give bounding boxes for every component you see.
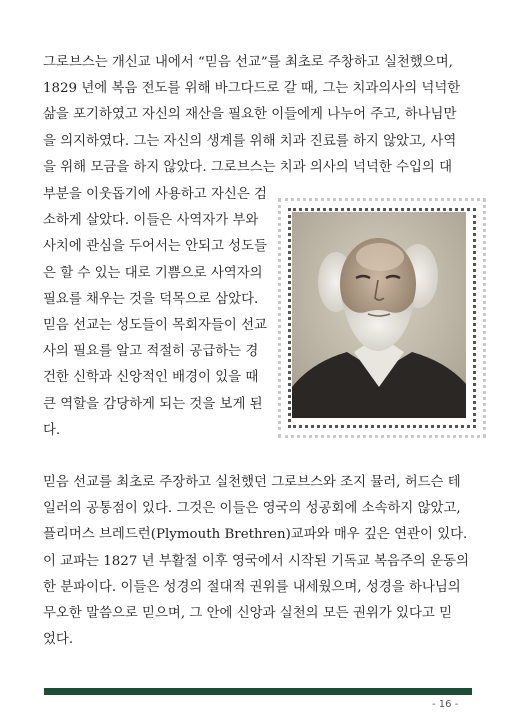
text-line: 부분을 이웃돕기에 사용하고 자신은 검 <box>43 187 267 202</box>
text-line: 이 교파는 1827 년 부활절 이후 영국에서 시작된 기독교 복음주의 운동의 <box>43 553 469 569</box>
portrait-photo <box>292 212 466 418</box>
text-line: 믿음 선교를 최초로 주장하고 실천했던 그로브스와 조지 뮬러, 허드슨 테 <box>43 475 461 490</box>
paragraph-3 <box>43 470 483 653</box>
text-line: 큰 역할을 감당하게 되는 것을 보게 된 <box>43 396 263 412</box>
text-line: 무오한 말씀으로 믿으며, 그 안에 신앙과 실천의 모든 권위가 있다고 믿 <box>43 606 453 622</box>
text-line: 다. <box>43 422 61 438</box>
paragraph-1 <box>43 50 483 181</box>
text-line: 믿음 선교는 성도들이 목회자들이 선교 <box>43 318 267 334</box>
text-line: 소하게 살았다. 이들은 사역자가 부와 <box>43 213 259 229</box>
text-line: 플리머스 브레드런(Plymouth Brethren)교파와 매우 깊은 연관이 있다. <box>43 527 468 543</box>
text-line: 은 할 수 있는 대로 기쁨으로 사역자의 <box>43 265 263 281</box>
text-line: 일러의 공통점이 있다. 그것은 이들은 영국의 성공회에 소속하지 않았고, <box>43 501 461 517</box>
text-line: 1829 년에 복음 전도를 위해 바그다드로 갈 때, 그는 치과의사의 넉넉한 <box>43 81 461 97</box>
text-line: 을 위해 모금을 하지 않았다. 그로브스는 치과 의사의 넉넉한 수입의 대 <box>43 159 453 175</box>
text-line: 사의 필요를 알고 적절히 공급하는 경 <box>43 344 259 360</box>
paragraph-2 <box>43 182 283 444</box>
text-line: 건한 신학과 신앙적인 배경이 있을 때 <box>43 370 259 386</box>
portrait-figure <box>278 198 486 438</box>
text-line: 을 의지하였다. 그는 자신의 생계를 위해 치과 진료를 하지 않았고, 사역 <box>43 133 457 149</box>
text-line: 그로브스는 개신교 내에서 “믿음 선교”를 최초로 주창하고 실천했으며, <box>43 55 453 70</box>
text-line: 필요를 채우는 것을 덕목으로 삼았다. <box>43 291 259 307</box>
text-line: 삶을 포기하였고 자신의 재산을 필요한 이들에게 나누어 주고, 하나님만 <box>43 107 457 123</box>
text-line: 사치에 관심을 두어서는 안되고 성도들 <box>43 239 267 255</box>
text-line: 었다. <box>43 632 74 648</box>
page-number: - 16 - <box>432 699 459 710</box>
footer-rule <box>44 688 472 695</box>
text-line: 한 분파이다. 이들은 성경의 절대적 권위를 내세웠으며, 성경을 하나님의 <box>43 579 461 595</box>
